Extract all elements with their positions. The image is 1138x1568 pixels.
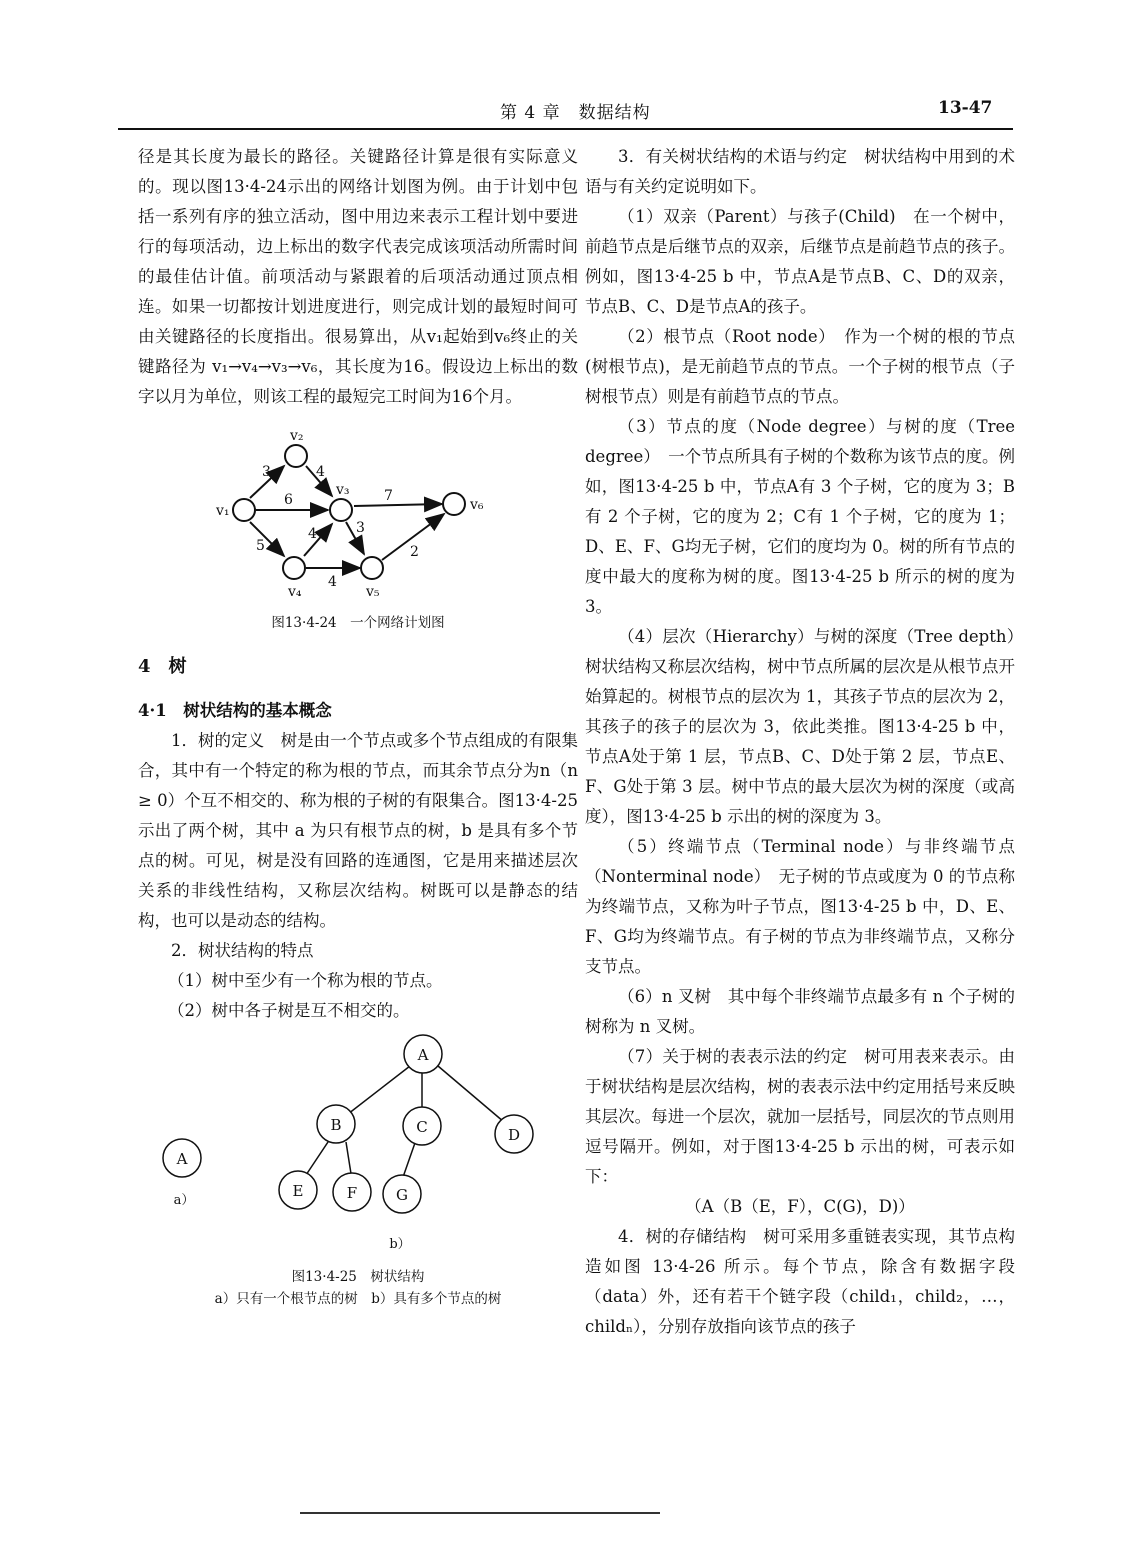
- weight-v1-v4: 5: [256, 538, 265, 554]
- paragraph-terminal-node: （5）终端节点（Terminal node）与非终端节点（Nonterminal node） 无子树的节点或度为 0 的节点称为终端节点，又称为叶子节点，图13·4-25 b 中，D、E、F、G均为终端节点。有子树的节点为非终端节点，又称分支节点。: [585, 837, 1015, 976]
- footer-rule: [300, 1512, 660, 1514]
- weight-v3-v6: 7: [384, 488, 393, 504]
- node-v6: [443, 493, 465, 515]
- paragraph-degree: （3）节点的度（Node degree）与树的度（Tree degree） 一个节点所具有子树的个数称为该节点的度。例如，图13·4-25 b 中，节点A有 3 个子树，它的度为 3；B有 2 个子树，它的度为 2；C有 1 个子树，它的度为 1；D、E、F、G均无子树，它们的度均为 0。树的所有节点的度中最大的度称为树的度。图13·4-25 b 所示的树的度为 3。: [585, 417, 1015, 616]
- label-D: D: [507, 1126, 521, 1144]
- paragraph-critical-path: 径是其长度为最长的路径。关键路径计算是很有实际意义的。现以图13·4-24示出的网络计划图为例。由于计划中包括一系列有序的独立活动，图中用边来表示工程计划中要进行的每项活动，边上标出的数字代表完成该项活动所需时间的最佳估计值。前项活动与紧跟着的后项活动通过顶点相连。如果一切都按计划进度进行，则完成计划的最短时间可由关键路径的长度指出。很易算出，从v₁起始到v₆终止的关键路径为 v₁→v₄→v₃→v₆，其长度为16。假设边上标出的数字以月为单位，则该工程的最短完工时间为16个月。: [138, 147, 578, 406]
- node-v1: [233, 499, 255, 521]
- label-B: B: [330, 1116, 342, 1134]
- label-C: C: [416, 1118, 428, 1136]
- node-v2: [285, 445, 307, 467]
- edge-v3-v6: [354, 504, 442, 506]
- weight-v5-v6: 2: [410, 544, 419, 560]
- sub-label-b: b）: [389, 1237, 411, 1252]
- paragraph-feature-2: （2）树中各子树是互不相交的。: [168, 1001, 410, 1020]
- header-chapter: 第 4 章 数据结构: [500, 103, 651, 123]
- section-title: 4 树: [138, 656, 187, 677]
- node-v3: [330, 499, 352, 521]
- label-G: G: [396, 1186, 408, 1204]
- weight-v1-v2: 3: [262, 464, 271, 480]
- label-v1: v₁: [216, 503, 230, 519]
- label-v3: v₃: [336, 482, 350, 498]
- header-rule: [118, 128, 1013, 130]
- tree-structure-diagram: [138, 1026, 578, 1256]
- weight-v1-v3: 6: [284, 492, 293, 508]
- figure-13-4-25-subcaption: a）只有一个根节点的树 b）具有多个节点的树: [214, 1291, 502, 1307]
- network-plan-diagram: [138, 426, 578, 606]
- header-page-number: 13-47: [938, 98, 993, 118]
- node-v4: [283, 557, 305, 579]
- weight-v3-v5: 3: [356, 520, 365, 536]
- formula-tree-list: （A（B（E，F），C(G)，D)）: [685, 1197, 915, 1216]
- paragraph-tree-definition: 1．树的定义 树是由一个节点或多个节点组成的有限集合，其中有一个特定的称为根的节点，而其余节点分为n（n ≥ 0）个互不相交的、称为根的子树的有限集合。图13·4-25示出了两个树，其中 a 为只有根节点的树，b 是具有多个节点的树。可见，树是没有回路的连通图，它是用来描述层次关系的非线性结构，又称层次结构。树既可以是静态的结构，也可以是动态的结构。: [138, 731, 578, 930]
- label-F: F: [346, 1184, 358, 1202]
- figure-13-4-25: [138, 1026, 578, 1310]
- subsection-title: 4·1 树状结构的基本概念: [138, 701, 332, 720]
- label-E: E: [292, 1182, 304, 1200]
- label-v6: v₆: [470, 497, 484, 513]
- label-A: A: [417, 1046, 429, 1064]
- paragraph-parent-child: （1）双亲（Parent）与孩子(Child) 在一个树中，前趋节点是后继节点的双亲，后继节点是前趋节点的孩子。例如，图13·4-25 b 中，节点A是节点B、C、D的双亲，节点B、C、D是节点A的孩子。: [585, 207, 1015, 316]
- label-v4: v₄: [288, 584, 302, 600]
- paragraph-list-notation: （7）关于树的表表示法的约定 树可用表来表示。由于树状结构是层次结构，树的表表示法中约定用括号来反映其层次。每进一个层次，就加一层括号，同层次的节点则用逗号隔开。例如，对于图13·4-25 b 示出的树，可表示如下：: [585, 1047, 1015, 1186]
- weight-v4-v5: 4: [328, 574, 337, 590]
- left-column: [138, 142, 578, 1310]
- right-column: [585, 142, 1032, 1342]
- paragraph-tree-features-title: 2．树状结构的特点: [171, 941, 314, 960]
- figure-13-4-24: [138, 426, 578, 634]
- edge-C-G: [402, 1140, 416, 1180]
- figure-13-4-25-caption: 图13·4-25 树状结构: [291, 1269, 425, 1285]
- label-a-root: A: [176, 1150, 188, 1168]
- sub-label-a: a）: [173, 1193, 195, 1208]
- edge-A-D: [438, 1066, 504, 1122]
- figure-13-4-24-caption: 图13·4-24 一个网络计划图: [271, 615, 445, 631]
- paragraph-terms-intro: 3．有关树状结构的术语与约定 树状结构中用到的术语与有关约定说明如下。: [585, 147, 1015, 196]
- paragraph-root-node: （2）根节点（Root node） 作为一个树的根的节点(树根节点)，是无前趋节点的节点。一个子树的根节点（子树根节点）则是有前趋节点的节点。: [585, 327, 1015, 406]
- paragraph-storage-structure: 4．树的存储结构 树可采用多重链表实现，其节点构造如图 13·4-26 所示。每个节点，除含有数据字段（data）外，还有若干个链字段（child₁，child₂，…，childₙ），分别存放指向该节点的孩子: [585, 1227, 1015, 1336]
- paragraph-n-ary-tree: （6）n 叉树 其中每个非终端节点最多有 n 个子树的树称为 n 叉树。: [585, 987, 1015, 1036]
- weight-v4-v3: 4: [308, 526, 317, 542]
- edge-A-B: [348, 1066, 410, 1114]
- paragraph-feature-1: （1）树中至少有一个称为根的节点。: [168, 971, 443, 990]
- label-v5: v₅: [366, 584, 380, 600]
- edge-B-E: [304, 1142, 328, 1178]
- weight-v2-v3: 4: [316, 464, 325, 480]
- node-v5: [361, 557, 383, 579]
- paragraph-hierarchy: （4）层次（Hierarchy）与树的深度（Tree depth） 树状结构又称层次结构，树中节点所属的层次是从根节点开始算起的。树根节点的层次为 1，其孩子节点的层次为 2，其孩子的孩子的层次为 3，依此类推。图13·4-25 b 中，节点A处于第 1 层，节点B、C、D处于第 2 层，节点E、F、G处于第 3 层。树中节点的最大层次为树的深度（或高度），图13·4-25 b 示出的树的深度为 3。: [585, 627, 1032, 826]
- label-v2: v₂: [290, 428, 304, 444]
